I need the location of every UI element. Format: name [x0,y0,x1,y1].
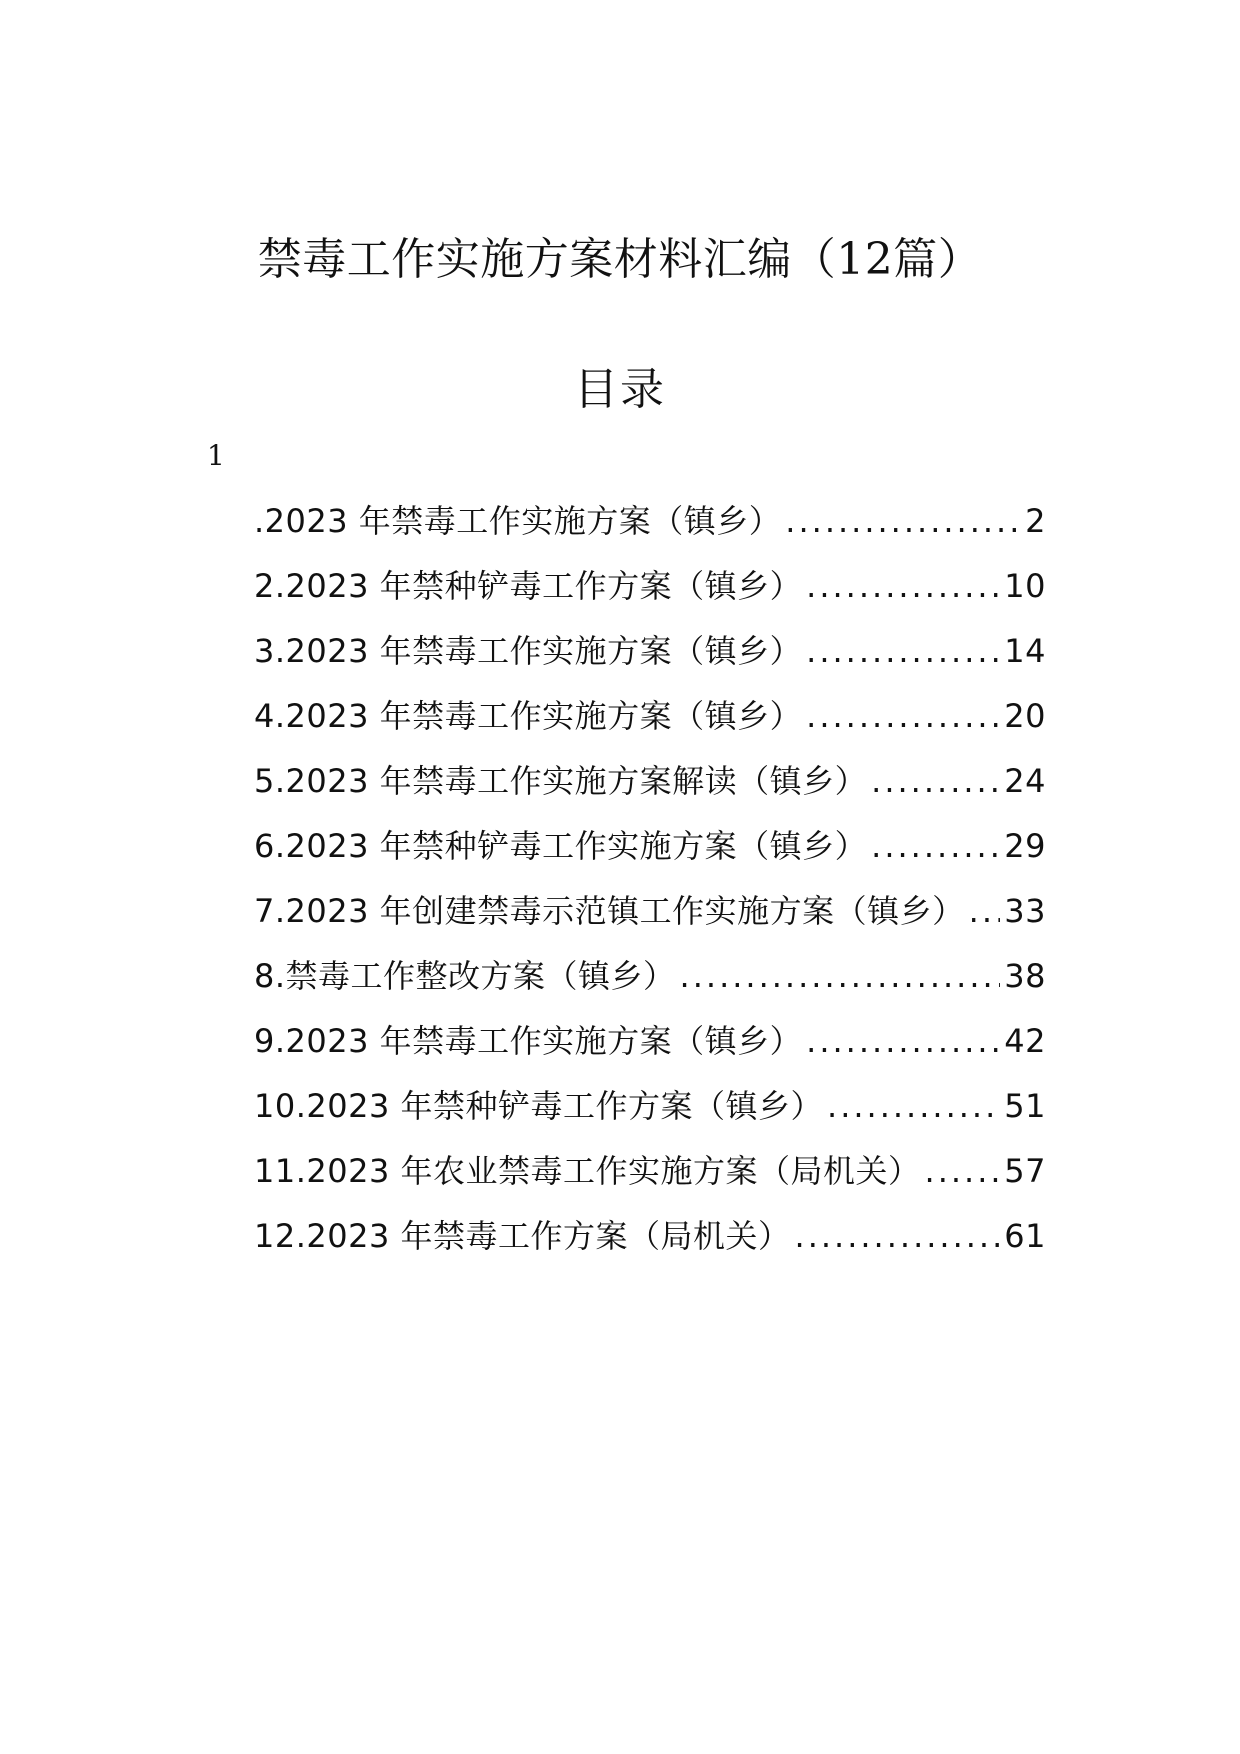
title-prefix: 禁毒工作实施方案材料汇编（ [257,234,837,285]
toc-heading: 目录 [574,364,666,415]
toc-dot-leader [795,1211,1001,1261]
toc-entry[interactable] [254,1016,1046,1081]
stray-number: 1 [207,439,225,472]
toc-entry-page: 20 [1004,697,1046,735]
toc-dot-leader [827,1081,1000,1131]
toc-entry-page: 24 [1004,762,1046,800]
toc-entry[interactable] [254,1211,1046,1276]
toc-entry-title: 6.2023 年禁种铲毒工作实施方案（镇乡） [254,827,868,865]
toc-entry-page: 38 [1004,957,1046,995]
toc-entry-title: 7.2023 年创建禁毒示范镇工作实施方案（镇乡） [254,892,965,930]
toc-entry-page: 2 [1025,502,1046,540]
toc-entry-page: 42 [1004,1022,1046,1060]
toc-entry-title: 11.2023 年农业禁毒工作实施方案（局机关） [254,1152,921,1190]
toc-entry-title: .2023 年禁毒工作实施方案（镇乡） [254,502,782,540]
toc-entry-title: 4.2023 年禁毒工作实施方案（镇乡） [254,697,803,735]
toc-dot-leader [680,951,1001,1001]
toc-entry-title: 5.2023 年禁毒工作实施方案解读（镇乡） [254,762,868,800]
toc-dot-leader [806,691,1000,741]
toc-entry-page: 10 [1004,567,1046,605]
toc-dot-leader [871,821,1000,871]
toc-dot-leader [925,1146,1001,1196]
toc-entry-title: 10.2023 年禁种铲毒工作方案（镇乡） [254,1087,824,1125]
title-suffix: 篇） [893,234,983,285]
toc-entry[interactable] [254,691,1046,756]
toc-entry-title: 3.2023 年禁毒工作实施方案（镇乡） [254,632,803,670]
toc-dot-leader [806,626,1000,676]
toc-list [254,496,1046,1276]
toc-entry[interactable] [254,1146,1046,1211]
toc-entry-title: 8.禁毒工作整改方案（镇乡） [254,957,676,995]
toc-entry-page: 61 [1004,1217,1046,1255]
toc-dot-leader [806,1016,1000,1066]
toc-entry-title: 2.2023 年禁种铲毒工作方案（镇乡） [254,567,803,605]
toc-entry[interactable] [254,886,1046,951]
toc-entry-title: 12.2023 年禁毒工作方案（局机关） [254,1217,791,1255]
toc-entry[interactable] [254,1081,1046,1146]
toc-entry-page: 57 [1004,1152,1046,1190]
toc-entry[interactable] [254,821,1046,886]
toc-entry-page: 33 [1004,892,1046,930]
title-count: 12 [836,234,894,285]
toc-entry-page: 29 [1004,827,1046,865]
toc-entry[interactable] [254,496,1046,561]
toc-dot-leader [871,756,1000,806]
toc-dot-leader [969,886,1001,936]
toc-entry[interactable] [254,951,1046,1016]
document-title [0,230,1240,290]
toc-dot-leader [806,561,1000,611]
toc-entry[interactable] [254,561,1046,626]
toc-entry-title: 9.2023 年禁毒工作实施方案（镇乡） [254,1022,803,1060]
toc-dot-leader [785,496,1021,546]
toc-entry[interactable] [254,626,1046,691]
toc-entry-page: 51 [1004,1087,1046,1125]
toc-entry-page: 14 [1004,632,1046,670]
toc-entry[interactable] [254,756,1046,821]
